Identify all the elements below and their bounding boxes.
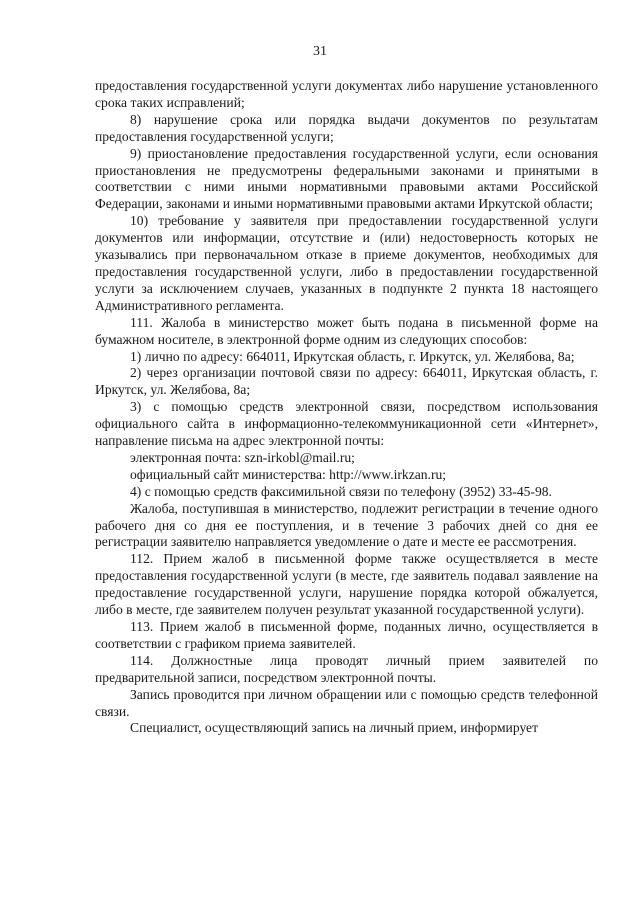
email-line: электронная почта: szn-irkobl@mail.ru; — [130, 449, 355, 465]
clause-112: 112. Прием жалоб в письменной форме также осуществляется в месте предоставления государственной услуги (в месте, где заявитель подавал заявление на предоставление государственной услуги, нарушение порядка которой обжалуется, либо в месте, где заявителем получен результат указанной государственной услуги). — [95, 551, 598, 618]
clause-114: 114. Должностные лица проводят личный прием заявителей по предварительной записи, посредством электронной почты. — [95, 652, 598, 685]
registration-paragraph: Жалоба, поступившая в министерство, подлежит регистрации в течение одного рабочего дня со дня ее поступления, и в течение 3 рабочих дней со дня ее регистрации заявителю направляется уведомление о дате и месте ее рассмотрения. — [95, 500, 598, 550]
clause-113: 113. Прием жалоб в письменной форме, поданных лично, осуществляется в соответствии с графиком приема заявителей. — [95, 619, 598, 651]
clause-111: 111. Жалоба в министерство может быть подана в письменной форме на бумажном носителе, в электронной форме одним из следующих способов: — [95, 314, 598, 347]
page-number: 31 — [313, 44, 327, 59]
submission-method-3: 3) с помощью средств электронной связи, посредством использования официального сайта в информационно-телекоммуникационной сети «Интернет», направление письма на адрес электронной почты: — [95, 399, 598, 449]
list-item-8: 8) нарушение срока или порядка выдачи документов по результатам предоставления государственной услуги; — [95, 111, 598, 144]
website-line: официальный сайт министерства: http://www.irkzan.ru; — [130, 466, 447, 482]
submission-method-4: 4) с помощью средств факсимильной связи по телефону (3952) 33-45-98. — [130, 483, 552, 499]
list-item-9: 9) приостановление предоставления государственной услуги, если основания приостановления не предусмотрены федеральными законами и принятыми в соответствии с ними иными нормативными правовыми актами Российской Федерации, законами и иными нормативными правовыми актами Иркутской области; — [95, 145, 598, 212]
submission-method-2: 2) через организации почтовой связи по адресу: 664011, Иркутская область, г. Иркутск, ул. Желябова, 8а; — [95, 365, 598, 398]
paragraph-continuation: предоставления государственной услуги документах либо нарушение установленного срока таких исправлений; — [95, 78, 598, 110]
appointment-paragraph: Запись проводится при личном обращении или с помощью средств телефонной связи. — [95, 686, 598, 719]
submission-method-1: 1) лично по адресу: 664011, Иркутская область, г. Иркутск, ул. Желябова, 8а; — [130, 348, 575, 364]
specialist-paragraph: Специалист, осуществляющий запись на личный прием, информирует — [130, 720, 539, 736]
list-item-10: 10) требование у заявителя при предоставлении государственной услуги документов или информации, отсутствие и (или) недостоверность которых не указывались при первоначальном отказе в приеме документов, необходимых для предоставления государственной услуги, либо в предоставлении государственной услуги за исключением случаев, указанных в подпункте 2 пункта 18 настоящего Административного регламента. — [95, 213, 598, 313]
document-body — [95, 78, 598, 737]
